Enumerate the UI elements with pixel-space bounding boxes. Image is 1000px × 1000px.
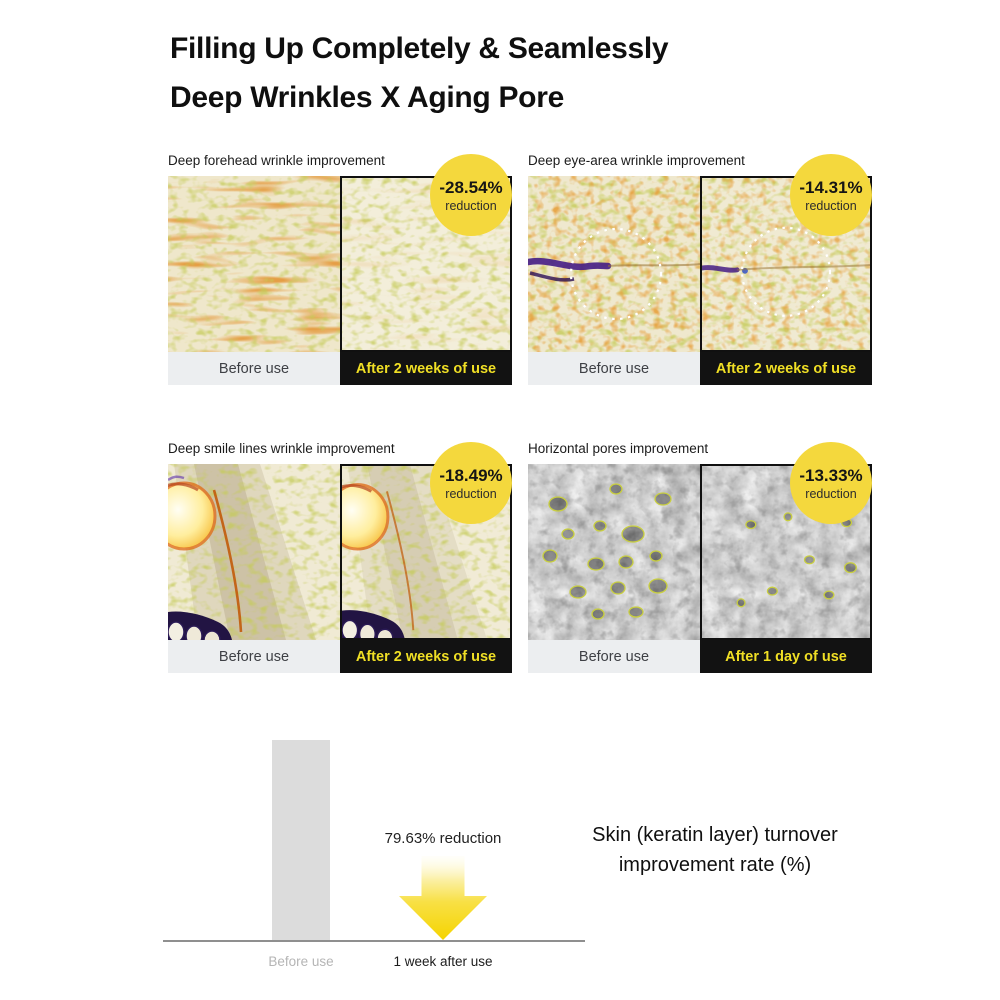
before-photo-smile-lines <box>168 464 340 640</box>
panel-heading: Deep forehead wrinkle improvement <box>168 153 385 168</box>
reduction-badge <box>790 442 872 524</box>
reduction-annotation: 79.63% reduction <box>384 830 502 847</box>
before-photo-pores <box>528 464 700 640</box>
badge-caption: reduction <box>805 486 857 501</box>
before-label: Before use <box>168 640 340 673</box>
badge-caption: reduction <box>445 198 497 213</box>
before-label: Before use <box>528 352 700 385</box>
panel-forehead <box>168 152 512 385</box>
after-label: After 1 day of use <box>700 640 872 673</box>
reduction-badge <box>790 154 872 236</box>
page-title <box>170 24 668 122</box>
badge-value: -18.49% <box>439 465 503 485</box>
before-photo-forehead <box>168 176 340 352</box>
before-label: Before use <box>168 352 340 385</box>
after-label: After 2 weeks of use <box>700 352 872 385</box>
reduction-badge <box>430 154 512 236</box>
down-arrow-icon <box>399 856 487 940</box>
chart-after-label: 1 week after use <box>393 954 493 969</box>
chart-before-label: Before use <box>268 954 334 969</box>
panel-heading: Deep smile lines wrinkle improvement <box>168 441 395 456</box>
chart-caption-line-2: improvement rate (%) <box>618 854 812 876</box>
after-label: After 2 weeks of use <box>340 640 512 673</box>
after-label: After 2 weeks of use <box>340 352 512 385</box>
title-line-1: Filling Up Completely & Seamlessly <box>170 32 669 65</box>
chart-caption-line-1: Skin (keratin layer) turnover <box>592 824 838 846</box>
panel-pores <box>528 440 872 673</box>
reduction-badge <box>430 442 512 524</box>
turnover-chart <box>0 730 1000 1000</box>
panel-smile-lines <box>168 440 512 673</box>
panel-heading: Horizontal pores improvement <box>528 441 709 456</box>
badge-value: -13.33% <box>799 465 863 485</box>
badge-value: -28.54% <box>439 177 503 197</box>
badge-caption: reduction <box>445 486 497 501</box>
badge-caption: reduction <box>805 198 857 213</box>
panel-heading: Deep eye-area wrinkle improvement <box>528 153 745 168</box>
chart-caption <box>565 820 865 880</box>
title-line-2: Deep Wrinkles X Aging Pore <box>170 81 564 114</box>
chart-baseline <box>163 940 585 942</box>
badge-value: -14.31% <box>799 177 863 197</box>
before-label: Before use <box>528 640 700 673</box>
panel-eye-area <box>528 152 872 385</box>
before-photo-eye-area <box>528 176 700 352</box>
before-bar <box>272 740 330 940</box>
